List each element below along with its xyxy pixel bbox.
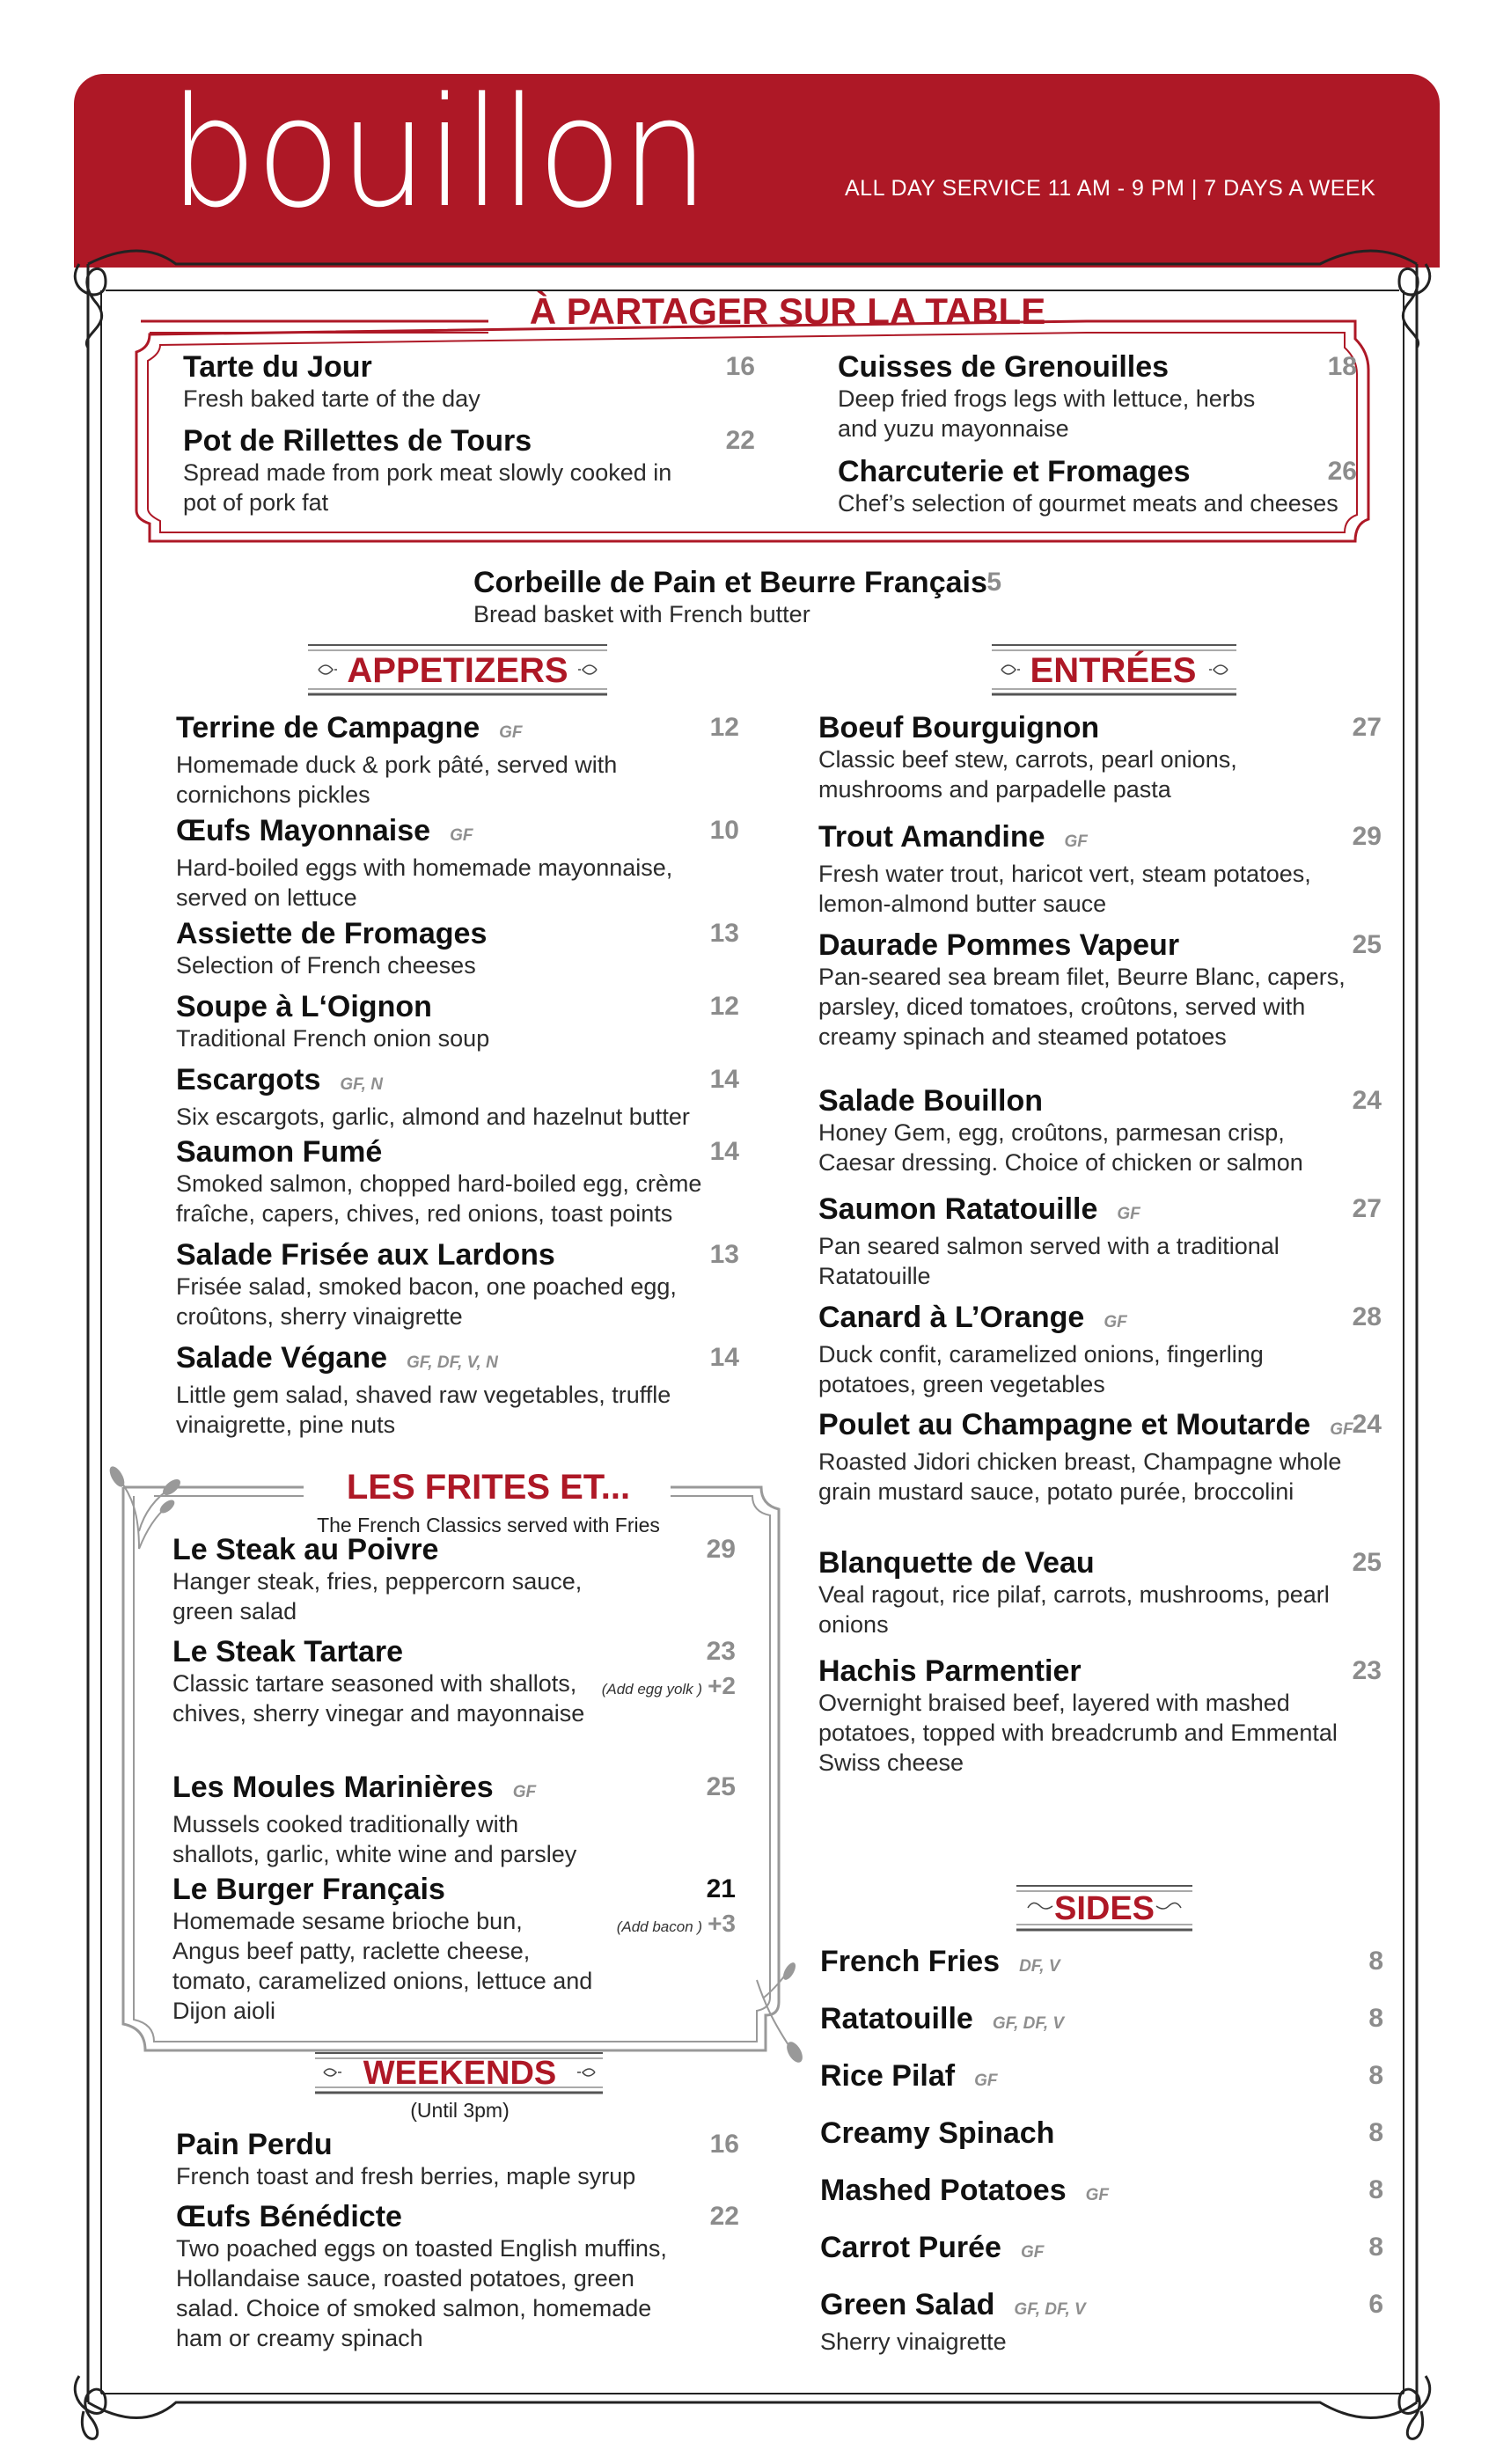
- item-name: Blanquette de Veau: [818, 1546, 1095, 1580]
- flourish-bottom-right: [1399, 2376, 1430, 2438]
- item-name: Le Burger Français: [172, 1873, 445, 1906]
- item-name: Creamy Spinach: [820, 2116, 1055, 2150]
- service-hours: ALL DAY SERVICE 11 AM - 9 PM | 7 DAYS A WEEK: [845, 176, 1376, 201]
- menu-item: [820, 2002, 1383, 2041]
- item-price: 8: [1368, 1947, 1383, 1976]
- item-price: 10: [709, 816, 739, 845]
- item-name: Ratatouille GF, DF, V: [820, 2002, 1065, 2035]
- item-desc: Hard-boiled eggs with homemade mayonnaise, served on lettuce: [176, 854, 673, 911]
- item-price: 27: [1352, 1194, 1382, 1223]
- menu-item: [176, 2200, 739, 2353]
- item-name: Trout Amandine GF: [818, 820, 1088, 854]
- item-price: 25: [1352, 930, 1382, 959]
- item-name: Canard à L’Orange GF: [818, 1301, 1127, 1334]
- dietary-tag: GF, DF, V, N: [407, 1353, 498, 1372]
- item-price: 22: [709, 2202, 739, 2231]
- menu-item: [172, 1873, 736, 2026]
- menu-item: [172, 1635, 736, 1728]
- item-price: 8: [1368, 2118, 1383, 2147]
- menu-item: [820, 2231, 1383, 2270]
- menu-item: [818, 1084, 1382, 1177]
- item-name: Tarte du Jour: [183, 350, 372, 384]
- item-desc: Veal ragout, rice pilaf, carrots, mushrooms, pearl onions: [818, 1581, 1330, 1638]
- item-price: 13: [709, 919, 739, 948]
- item-name: Rice Pilaf GF: [820, 2059, 998, 2093]
- item-desc: Spread made from pork meat slowly cooked in pot of pork fat: [183, 459, 672, 516]
- dietary-tag: GF: [1117, 1205, 1140, 1223]
- menu-item: [820, 2288, 1383, 2357]
- item-desc: Frisée salad, smoked bacon, one poached egg, croûtons, sherry vinaigrette: [176, 1273, 677, 1330]
- item-desc: Mussels cooked traditionally with shallots, garlic, white wine and parsley: [172, 1811, 577, 1867]
- menu-item: [176, 917, 739, 980]
- ornament-icon: [319, 665, 337, 674]
- item-desc: Sherry vinaigrette: [820, 2328, 1007, 2355]
- dietary-tag: GF: [1020, 2243, 1045, 2262]
- item-desc: Little gem salad, shaved raw vegetables, truffle vinaigrette, pine nuts: [176, 1382, 671, 1438]
- dietary-tag: GF: [499, 723, 523, 742]
- item-name: Le Steak Tartare: [172, 1635, 404, 1668]
- item-name: Hachis Parmentier: [818, 1654, 1082, 1688]
- menu-item: [176, 711, 739, 810]
- item-desc: Duck confit, caramelized onions, fingerling potatoes, green vegetables: [818, 1341, 1264, 1397]
- sides-title: SIDES: [1053, 1890, 1155, 1927]
- item-price: 14: [709, 1137, 739, 1166]
- item-name: Œufs Mayonnaise GF: [176, 814, 473, 847]
- addon-option: (Add egg yolk ) +2: [601, 1672, 736, 1699]
- frites-title: LES FRITES ET...: [346, 1468, 631, 1507]
- menu-item: [183, 350, 755, 414]
- item-price: 12: [709, 992, 739, 1021]
- dietary-tag: GF, DF, V: [1014, 2300, 1086, 2319]
- menu-item: [818, 928, 1382, 1052]
- entrees-title: ENTRÉES: [1030, 651, 1197, 690]
- addon-price: +2: [708, 1672, 736, 1699]
- weekends-title: WEEKENDS: [363, 2055, 557, 2092]
- item-desc: Homemade sesame brioche bun, Angus beef patty, raclette cheese, tomato, caramelized onions, lettuce and Dijon aioli: [172, 1908, 593, 2024]
- item-desc: Classic tartare seasoned with shallots, chives, sherry vinegar and mayonnaise: [172, 1670, 585, 1727]
- item-price: 29: [1352, 822, 1382, 851]
- item-name: Les Moules Marinières GF: [172, 1771, 537, 1804]
- item-desc: Two poached eggs on toasted English muffins, Hollandaise sauce, roasted potatoes, green salad. Choice of smoked salmon, homemade ham or creamy spinach: [176, 2235, 667, 2351]
- item-desc: Fresh baked tarte of the day: [183, 385, 480, 412]
- item-desc: Chef’s selection of gourmet meats and cheeses: [838, 490, 1338, 517]
- menu-item: [838, 350, 1357, 444]
- menu-item: [818, 711, 1382, 804]
- item-price: 24: [1352, 1086, 1382, 1115]
- menu-item: [820, 1945, 1383, 1984]
- item-price: 16: [709, 2130, 739, 2159]
- menu-item: [172, 1771, 736, 1869]
- ornament-icon: [577, 2069, 595, 2076]
- ornament-icon: [324, 2069, 341, 2076]
- dietary-tag: GF: [512, 1783, 537, 1801]
- item-name: Terrine de Campagne GF: [176, 711, 523, 744]
- item-desc: Smoked salmon, chopped hard-boiled egg, crème fraîche, capers, chives, red onions, toast points: [176, 1170, 702, 1227]
- item-price: 26: [1327, 457, 1357, 486]
- item-price: 28: [1352, 1302, 1382, 1331]
- menu-item: [176, 1238, 739, 1331]
- item-name: Poulet au Champagne et Moutarde GF: [818, 1408, 1353, 1441]
- item-price: 8: [1368, 2175, 1383, 2204]
- item-desc: Classic beef stew, carrots, pearl onions, mushrooms and parpadelle pasta: [818, 746, 1237, 803]
- item-desc: Six escargots, garlic, almond and hazelnut butter: [176, 1104, 690, 1130]
- dietary-tag: GF: [1064, 832, 1088, 851]
- item-desc: Bread basket with French butter: [473, 601, 810, 627]
- dietary-tag: GF, N: [340, 1075, 383, 1094]
- item-name: Saumon Fumé: [176, 1135, 383, 1169]
- item-name: Carrot Purée GF: [820, 2231, 1045, 2264]
- frites-subtitle: The French Classics served with Fries: [317, 1514, 660, 1536]
- item-price: 14: [709, 1343, 739, 1372]
- item-price: 6: [1368, 2290, 1383, 2319]
- menu-item: [820, 2174, 1383, 2212]
- dietary-tag: GF: [974, 2072, 998, 2090]
- menu-item: [818, 1546, 1382, 1639]
- item-price: 27: [1352, 713, 1382, 742]
- item-price: 5: [986, 568, 1001, 597]
- item-price: 25: [706, 1772, 736, 1801]
- menu-item: [176, 1063, 739, 1132]
- item-desc: Honey Gem, egg, croûtons, parmesan crisp, Caesar dressing. Choice of chicken or salmon: [818, 1119, 1303, 1176]
- menu-item: [172, 1533, 736, 1626]
- item-price: 23: [1352, 1656, 1382, 1685]
- item-name: Boeuf Bourguignon: [818, 711, 1100, 744]
- menu-item: [820, 2059, 1383, 2098]
- item-price: 21: [706, 1874, 736, 1903]
- menu-item: [176, 990, 739, 1053]
- item-name: Salade Végane GF, DF, V, N: [176, 1341, 498, 1375]
- item-name: Soupe à L‘Oignon: [176, 990, 432, 1023]
- item-price: 25: [1352, 1548, 1382, 1577]
- item-name: French Fries DF, V: [820, 1945, 1060, 1978]
- item-desc: Roasted Jidori chicken breast, Champagne whole grain mustard sauce, potato purée, broccolini: [818, 1448, 1342, 1505]
- dietary-tag: GF: [1330, 1420, 1353, 1439]
- item-price: 12: [709, 713, 739, 742]
- flourish-top-right: [1399, 264, 1430, 348]
- item-desc: Deep fried frogs legs with lettuce, herbs and yuzu mayonnaise: [838, 385, 1256, 442]
- item-name: Pot de Rillettes de Tours: [183, 424, 532, 458]
- share-title: À PARTAGER SUR LA TABLE: [529, 290, 1046, 332]
- item-desc: Fresh water trout, haricot vert, steam potatoes, lemon-almond butter sauce: [818, 861, 1311, 917]
- item-name: Salade Frisée aux Lardons: [176, 1238, 555, 1272]
- item-name: Salade Bouillon: [818, 1084, 1044, 1118]
- addon-price: +3: [708, 1910, 736, 1937]
- item-desc: Overnight braised beef, layered with mashed potatoes, topped with breadcrumb and Emmental Swiss cheese: [818, 1690, 1338, 1776]
- item-price: 13: [709, 1240, 739, 1269]
- item-name: Cuisses de Grenouilles: [838, 350, 1170, 384]
- menu-item: [176, 1135, 739, 1228]
- item-price: 16: [725, 352, 755, 381]
- menu-item: [183, 424, 755, 517]
- item-desc: Hanger steak, fries, peppercorn sauce, green salad: [172, 1568, 583, 1624]
- item-desc: Traditional French onion soup: [176, 1025, 490, 1052]
- ornament-icon: [1001, 665, 1020, 674]
- item-price: 29: [706, 1535, 736, 1564]
- leaf-sprig-icon: [119, 1478, 172, 1549]
- dietary-tag: GF: [1104, 1313, 1127, 1331]
- menu-item: [818, 1192, 1382, 1291]
- item-price: 23: [706, 1637, 736, 1666]
- item-name: Mashed Potatoes GF: [820, 2174, 1110, 2207]
- item-price: 14: [709, 1065, 739, 1094]
- menu-item: [818, 1654, 1382, 1778]
- item-name: Daurade Pommes Vapeur: [818, 928, 1180, 962]
- item-desc: Selection of French cheeses: [176, 952, 476, 979]
- ornament-icon: [578, 665, 597, 674]
- item-name: Œufs Bénédicte: [176, 2200, 402, 2233]
- addon-option: (Add bacon ) +3: [616, 1910, 736, 1937]
- item-name: Escargots GF, N: [176, 1063, 383, 1096]
- item-price: 8: [1368, 2061, 1383, 2090]
- dietary-tag: GF, DF, V: [992, 2014, 1065, 2033]
- item-desc: French toast and fresh berries, maple syrup: [176, 2163, 636, 2189]
- menu-item: [818, 1408, 1382, 1507]
- menu-item: [818, 820, 1382, 919]
- dietary-tag: GF: [1085, 2186, 1110, 2204]
- item-name: Le Steak au Poivre: [172, 1533, 439, 1566]
- flourish-bottom-left: [75, 2376, 106, 2438]
- menu-item: [176, 1341, 739, 1440]
- item-name: Pain Perdu: [176, 2128, 333, 2161]
- item-price: 24: [1352, 1410, 1382, 1439]
- item-name: Charcuterie et Fromages: [838, 455, 1191, 488]
- item-price: 8: [1368, 2233, 1383, 2262]
- item-price: 18: [1327, 352, 1357, 381]
- item-desc: Pan seared salmon served with a traditional Ratatouille: [818, 1233, 1280, 1289]
- flourish-top-left: [75, 264, 106, 348]
- weekends-subtitle: (Until 3pm): [410, 2099, 510, 2122]
- restaurant-logo: bouillon: [169, 64, 708, 241]
- menu-item: [838, 455, 1357, 518]
- item-price: 22: [725, 426, 755, 455]
- item-desc: Pan-seared sea bream filet, Beurre Blanc, capers, parsley, diced tomatoes, croûtons, served with creamy spinach and steamed potatoes: [818, 964, 1346, 1050]
- bread-item: [473, 566, 1054, 629]
- menu-item: [176, 2128, 739, 2191]
- appetizers-title: APPETIZERS: [347, 651, 568, 690]
- item-name: Green Salad GF, DF, V: [820, 2288, 1086, 2321]
- ornament-icon: [1209, 665, 1228, 674]
- item-name: Assiette de Fromages: [176, 917, 488, 950]
- dietary-tag: DF, V: [1019, 1957, 1060, 1976]
- item-name: Corbeille de Pain et Beurre Français: [473, 566, 987, 599]
- menu-item: [176, 814, 739, 913]
- item-price: 8: [1368, 2004, 1383, 2033]
- item-desc: Homemade duck & pork pâté, served with cornichons pickles: [176, 752, 618, 808]
- menu-item: [818, 1301, 1382, 1399]
- item-name: Saumon Ratatouille GF: [818, 1192, 1140, 1226]
- menu-item: [820, 2116, 1383, 2150]
- dietary-tag: GF: [450, 826, 473, 845]
